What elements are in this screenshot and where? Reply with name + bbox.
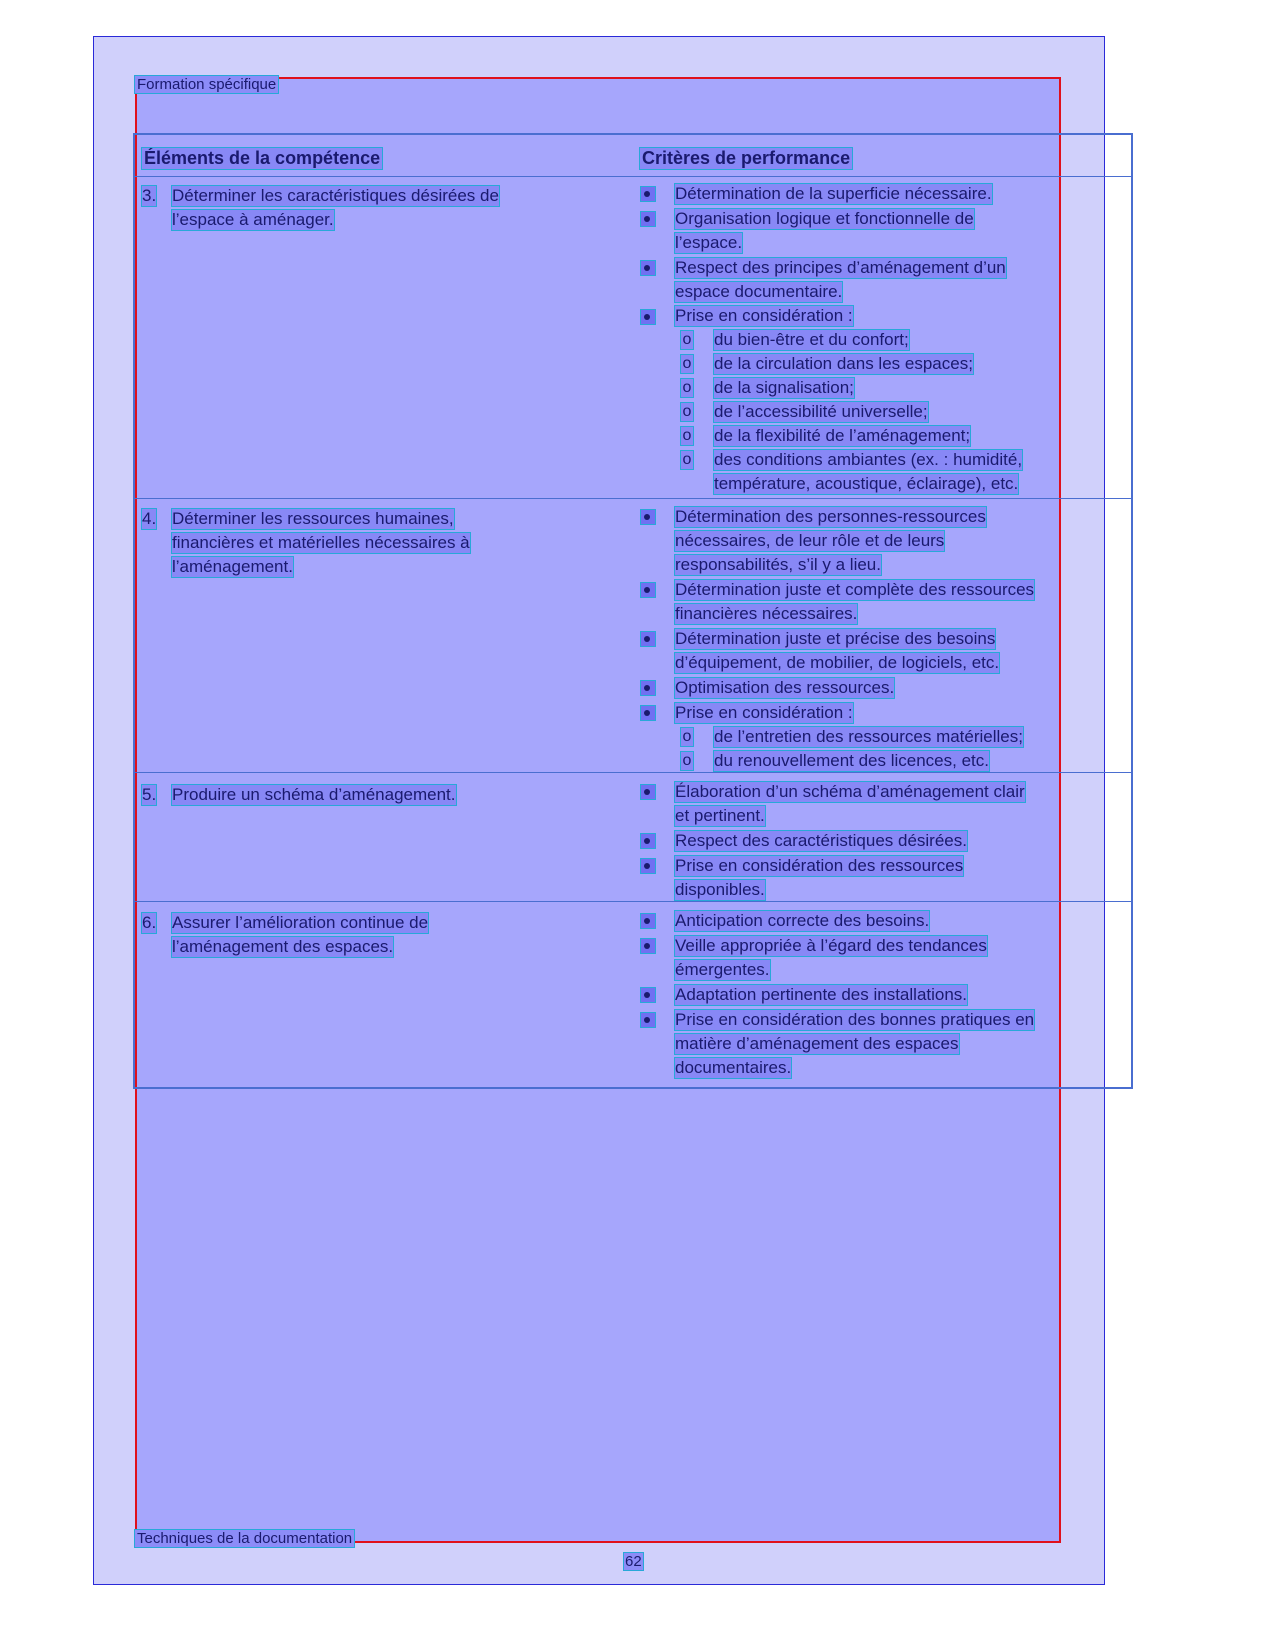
sub-criterion-text: de l’accessibilité universelle; bbox=[714, 402, 928, 421]
element-text: l’espace à aménager. bbox=[172, 210, 334, 229]
element-text: Produire un schéma d’aménagement. bbox=[172, 785, 456, 804]
criterion-text: Respect des caractéristiques désirées. bbox=[675, 831, 967, 850]
bullet-icon bbox=[641, 681, 655, 695]
sub-criterion-text: du renouvellement des licences, etc. bbox=[714, 751, 989, 770]
bullet-icon bbox=[641, 834, 655, 848]
criterion-text: Prise en considération : bbox=[675, 306, 853, 325]
criterion-text: d’équipement, de mobilier, de logiciels, etc. bbox=[675, 653, 1000, 672]
running-header: Formation spécifique bbox=[137, 76, 277, 93]
column-header-elements: Éléments de la compétence bbox=[144, 148, 381, 168]
criterion-text: et pertinent. bbox=[675, 806, 765, 825]
criterion-text: Optimisation des ressources. bbox=[675, 678, 895, 697]
criterion-text: documentaires. bbox=[675, 1058, 792, 1077]
bullet-icon bbox=[641, 187, 655, 201]
sub-bullet-icon: o bbox=[682, 379, 692, 396]
bullet-icon bbox=[641, 212, 655, 226]
page-number: 62 bbox=[625, 1553, 642, 1570]
sub-criterion-text: de la flexibilité de l’aménagement; bbox=[714, 426, 971, 445]
criterion-text: financières nécessaires. bbox=[675, 604, 858, 623]
criterion-text: Détermination de la superficie nécessaire. bbox=[675, 184, 992, 203]
bullet-icon bbox=[641, 785, 655, 799]
sub-criterion-text: des conditions ambiantes (ex. : humidité, bbox=[714, 450, 1023, 469]
column-header-criteria: Critères de performance bbox=[642, 148, 851, 168]
criterion-text: Détermination juste et précise des besoins bbox=[675, 629, 996, 648]
criterion-text: Prise en considération : bbox=[675, 703, 853, 722]
bullet-icon bbox=[641, 706, 655, 720]
element-number: 4. bbox=[142, 509, 157, 528]
sub-criterion-text: du bien-être et du confort; bbox=[714, 330, 909, 349]
criterion-text: Veille appropriée à l’égard des tendances bbox=[675, 936, 987, 955]
row-divider bbox=[133, 772, 1133, 773]
element-number: 3. bbox=[142, 186, 157, 205]
sub-bullet-icon: o bbox=[682, 427, 692, 444]
criterion-text: Élaboration d’un schéma d’aménagement clair bbox=[675, 782, 1025, 801]
sub-bullet-icon: o bbox=[682, 728, 692, 745]
sub-bullet-icon: o bbox=[682, 355, 692, 372]
bullet-icon bbox=[641, 859, 655, 873]
criterion-text: Organisation logique et fonctionnelle de bbox=[675, 209, 974, 228]
sub-bullet-icon: o bbox=[682, 403, 692, 420]
criterion-text: Respect des principes d’aménagement d’un bbox=[675, 258, 1006, 277]
bullet-icon bbox=[641, 261, 655, 275]
bullet-icon bbox=[641, 583, 655, 597]
criterion-text: espace documentaire. bbox=[675, 282, 843, 301]
criterion-text: Prise en considération des bonnes pratiques en bbox=[675, 1010, 1035, 1029]
criterion-text: Adaptation pertinente des installations. bbox=[675, 985, 968, 1004]
criterion-text: Anticipation correcte des besoins. bbox=[675, 911, 930, 930]
criterion-text: disponibles. bbox=[675, 880, 765, 899]
criterion-text: matière d’aménagement des espaces bbox=[675, 1034, 959, 1053]
criterion-text: Prise en considération des ressources bbox=[675, 856, 964, 875]
bullet-icon bbox=[641, 632, 655, 646]
criterion-text: responsabilités, s’il y a lieu. bbox=[675, 555, 881, 574]
element-text: Déterminer les ressources humaines, bbox=[172, 509, 454, 528]
bullet-icon bbox=[641, 1013, 655, 1027]
criterion-text: l’espace. bbox=[675, 233, 743, 252]
element-text: l’aménagement. bbox=[172, 557, 293, 576]
element-text: financières et matérielles nécessaires à bbox=[172, 533, 470, 552]
bullet-icon bbox=[641, 939, 655, 953]
running-footer: Techniques de la documentation bbox=[137, 1530, 353, 1547]
sub-bullet-icon: o bbox=[682, 752, 692, 769]
row-divider bbox=[133, 901, 1133, 902]
criterion-text: émergentes. bbox=[675, 960, 770, 979]
sub-criterion-text: de la signalisation; bbox=[714, 378, 854, 397]
element-number: 6. bbox=[142, 913, 157, 932]
bullet-icon bbox=[641, 510, 655, 524]
sub-criterion-text: de la circulation dans les espaces; bbox=[714, 354, 973, 373]
row-divider bbox=[133, 176, 1133, 177]
criterion-text: Détermination juste et complète des ressources bbox=[675, 580, 1035, 599]
element-text: Déterminer les caractéristiques désirées de bbox=[172, 186, 499, 205]
bullet-icon bbox=[641, 914, 655, 928]
row-divider bbox=[133, 498, 1133, 499]
element-text: Assurer l’amélioration continue de bbox=[172, 913, 429, 932]
sub-criterion-text: de l’entretien des ressources matérielles; bbox=[714, 727, 1023, 746]
sub-criterion-text: température, acoustique, éclairage), etc. bbox=[714, 474, 1019, 493]
criterion-text: Détermination des personnes-ressources bbox=[675, 507, 986, 526]
sub-bullet-icon: o bbox=[682, 451, 692, 468]
bullet-icon bbox=[641, 988, 655, 1002]
element-text: l’aménagement des espaces. bbox=[172, 937, 394, 956]
bullet-icon bbox=[641, 310, 655, 324]
criterion-text: nécessaires, de leur rôle et de leurs bbox=[675, 531, 945, 550]
sub-bullet-icon: o bbox=[682, 331, 692, 348]
element-number: 5. bbox=[142, 785, 157, 804]
